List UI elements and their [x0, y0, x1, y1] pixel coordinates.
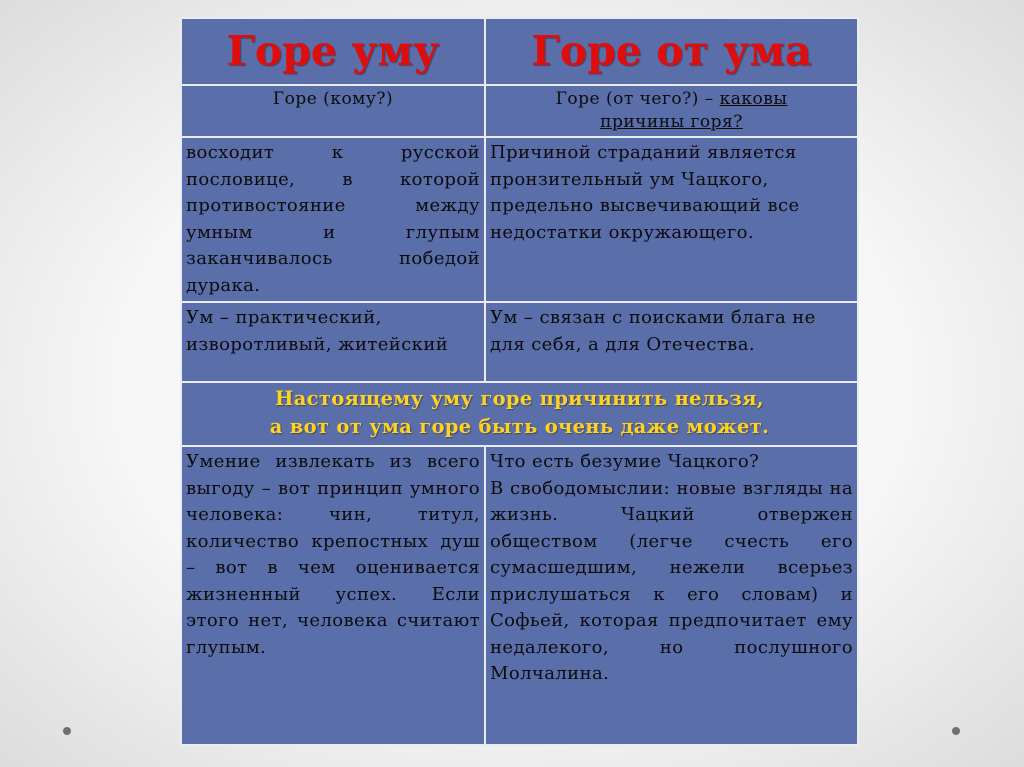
subheader-right-underlined-1: каковы [719, 89, 788, 109]
conclusion-row [181, 382, 858, 446]
row3-right-answer: В свободомыслии: новые взгляды на жизнь. Чацкий отвержен обществом (легче счесть его сумасшедшим, нежели всерьез прислушаться к его словам) и Софьей, которая предпочитает ему недалекого, но послушного Молчалина. [490, 477, 853, 684]
row2-right-cell: Ум – связан с поисками блага не для себя, а для Отечества. [485, 302, 858, 382]
title-gore-umu: Горе уму [226, 27, 440, 75]
row1-right-cell: Причиной страданий является пронзительный ум Чацкого, предельно высвечивающий все недостатки окружающего. [485, 137, 858, 302]
subheader-left-text: Горе (кому?) [272, 89, 394, 109]
header-row [181, 18, 858, 85]
conclusion-cell [181, 382, 858, 446]
conclusion-line-2: а вот от ума горе быть очень даже может. [269, 415, 770, 438]
slide-bullet-left [63, 727, 71, 735]
table-row [181, 137, 858, 302]
slide-bullet-right [952, 727, 960, 735]
subheader-right-prefix: Горе (от чего?) – [555, 89, 714, 109]
row2-left-cell: Ум – практический, изворотливый, житейский [181, 302, 485, 382]
subheader-row [181, 85, 858, 137]
table-row [181, 446, 858, 745]
conclusion-line-1: Настоящему уму горе причинить нельзя, [275, 387, 764, 410]
table-row [181, 302, 858, 382]
subheader-right [485, 85, 858, 137]
title-gore-ot-uma: Горе от ума [531, 27, 812, 75]
row3-left-cell: Умение извлекать из всего выгоду – вот принцип умного человека: чин, титул, количество крепостных душ – вот в чем оценивается жизненный успех. Если этого нет, человека считают глупым. [181, 446, 485, 745]
subheader-right-underlined-2: причины горя? [600, 112, 743, 132]
row1-left-cell: восходит к русской пословице, в которой противостояние между умным и глупым заканчивалось победой дурака. [181, 137, 485, 302]
header-cell-left [181, 18, 485, 85]
subheader-left [181, 85, 485, 137]
row3-right-cell [485, 446, 858, 745]
comparison-table [180, 17, 859, 746]
row3-right-question: Что есть безумие Чацкого? [490, 451, 760, 472]
header-cell-right [485, 18, 858, 85]
